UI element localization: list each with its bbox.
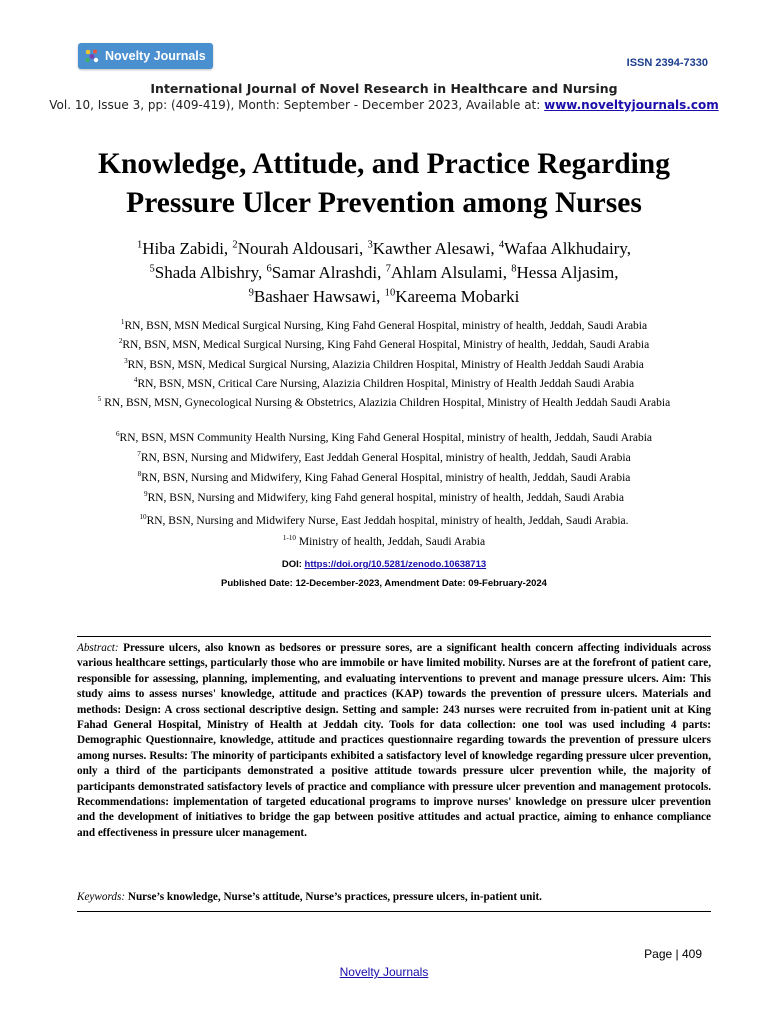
- abstract: [77, 641, 711, 841]
- affiliation: [80, 396, 688, 411]
- affiliation-number: 1-10: [282, 534, 296, 543]
- author-name: Kareema Mobarki: [395, 287, 520, 306]
- affiliation: [80, 377, 688, 392]
- abstract-top-rule: [77, 636, 711, 637]
- published-date: Published Date: 12-December-2023, Amendment Date: 09-February-2024: [221, 578, 547, 589]
- affiliation: [80, 471, 688, 486]
- volume-line: [0, 98, 768, 112]
- author-number: 8: [511, 263, 517, 275]
- journal-logo: [78, 43, 213, 69]
- affiliation-number: 9: [144, 490, 148, 499]
- title-line-2: Pressure Ulcer Prevention among Nurses: [126, 187, 642, 219]
- affiliation-text: RN, BSN, Nursing and Midwifery, king Fahd general hospital, ministry of health, Jeddah, Saudi Arabia: [147, 492, 624, 504]
- abstract-label: Abstract:: [77, 642, 119, 654]
- affiliation-text: RN, BSN, MSN, Medical Surgical Nursing, Alazizia Children Hospital, Ministry of Health Jeddah Saudi Arabia: [127, 359, 644, 371]
- authors-line-2: $^5$Shada Albishry, $^6$Samar Alrashdi, $^7$Ahlam Alsulami, $^8$Hessa Aljasim,: [149, 263, 619, 282]
- affiliation-text: RN, BSN, MSN Medical Surgical Nursing, King Fahd General Hospital, ministry of health, Jeddah, Saudi Arabia: [124, 320, 648, 332]
- authors-line-1: $^1$Hiba Zabidi, $^2$Nourah Aldousari, $^3$Kawther Alesawi, $^4$Wafaa Alkhudairy,: [136, 239, 631, 258]
- footer-journal-link[interactable]: Novelty Journals: [339, 965, 429, 979]
- affiliation-number: 3: [124, 357, 128, 366]
- author-name: Hiba Zabidi: [142, 239, 224, 258]
- affiliation-number: 5: [97, 395, 102, 404]
- volume-text: Vol. 10, Issue 3, pp: (409-419), Month: September - December 2023, Available at:: [49, 98, 545, 112]
- keywords-text: Nurse’s knowledge, Nurse’s attitude, Nurse’s practices, pressure ulcers, in-patient unit.: [125, 891, 542, 903]
- affiliation-number: 7: [137, 450, 141, 459]
- author-name: Nourah Aldousari: [237, 239, 360, 258]
- affiliation: [80, 514, 688, 529]
- affiliation-text: Ministry of health, Jeddah, Saudi Arabia: [295, 536, 486, 548]
- author-name: Kawther Alesawi: [372, 239, 491, 258]
- author-number: 3: [367, 239, 373, 251]
- page-number: Page | 409: [644, 947, 702, 961]
- authors-line-3: $^9$Bashaer Hawsawi, $^{10}$Kareema Mobarki: [248, 287, 520, 306]
- abstract-bottom-rule: [77, 911, 711, 912]
- affiliation: [80, 319, 688, 334]
- author-number: 4: [498, 239, 505, 251]
- author-number: 5: [149, 263, 155, 275]
- affiliation-text: RN, BSN, MSN, Gynecological Nursing & Obstetrics, Alazizia Children Hospital, Ministry of Health Jeddah Saudi Arabia: [101, 397, 671, 409]
- affiliation: [80, 491, 688, 506]
- doi-label: DOI:: [281, 559, 305, 570]
- doi-line: [0, 559, 768, 570]
- author-number: 7: [385, 263, 391, 275]
- affiliation: [80, 338, 688, 353]
- affiliation-number: 6: [115, 430, 120, 439]
- author-number: 10: [384, 287, 396, 299]
- abstract-text: Pressure ulcers, also known as bedsores or pressure sores, are a significant health concern affecting individuals across various healthcare settings, particularly those who are immobile or have limited mobility. Nurses are at the forefront of patient care, responsible for assessing, planning, implementing, and evaluating interventions to prevent and manage pressure ulcers. Aim: This study aims to assess nurses' knowledge, attitude and practices (KAP) towards the prevention of pressure ulcers. Materials and methods: Design: A cross sectional descriptive design. Setting and sample: 243 nurses were recruited from in-patient unit at King Fahad General Hospital, Ministry of Health at Jeddah city. Tools for data collection: one tool was used including 4 parts: Demographic Questionnaire, knowledge, attitude and practices questionnaire regarding towards the prevention of pressure ulcers among nurses. Results: The minority of participants exhibited a satisfactory level of knowledge regarding pressure ulcer prevention, only a third of the participants demonstrated a positive attitude towards pressure ulcer prevention while, the majority of participants demonstrated satisfactory levels of practice and compliance with pressure ulcer prevention and management protocols. Recommendations: implementation of targeted educational programs to improve nurses' knowledge on pressure ulcer prevention and the development of initiatives to bridge the gap between positive attitudes and actual practice, aiming to enhance compliance and effectiveness in pressure ulcer management.: [77, 642, 711, 839]
- affiliation: [80, 358, 688, 373]
- affiliation: [80, 535, 688, 550]
- paper-title: [40, 145, 728, 223]
- author-name: Shada Albishry: [154, 263, 258, 282]
- author-number: 6: [266, 263, 272, 275]
- keywords: [77, 890, 711, 905]
- authors: [40, 237, 728, 309]
- author-name: Ahlam Alsulami: [390, 263, 503, 282]
- affiliation: [80, 431, 688, 446]
- dots-logo-icon: [84, 48, 100, 64]
- issn: ISSN 2394-7330: [626, 57, 708, 69]
- author-name: Wafaa Alkhudairy: [504, 239, 627, 258]
- affiliation-number: 10: [139, 513, 147, 522]
- author-number: 1: [136, 239, 143, 251]
- affiliation-text: RN, BSN, Nursing and Midwifery, King Fahad General Hospital, ministry of health, Jeddah, Saudi Arabia: [141, 472, 631, 484]
- keywords-label: Keywords:: [77, 891, 126, 903]
- title-line-1: Knowledge, Attitude, and Practice Regarding: [98, 148, 670, 180]
- affiliation-text: RN, BSN, MSN, Medical Surgical Nursing, King Fahd General Hospital, Ministry of health, Jeddah, Saudi Arabia: [122, 339, 650, 351]
- author-name: Samar Alrashdi: [271, 263, 378, 282]
- affiliation-number: 8: [137, 470, 142, 479]
- author-name: Hessa Aljasim: [516, 263, 615, 282]
- author-name: Bashaer Hawsawi: [253, 287, 377, 306]
- affiliation-text: RN, BSN, Nursing and Midwifery Nurse, East Jeddah hospital, ministry of health, Jeddah, Saudi Arabia.: [146, 515, 629, 527]
- author-number: 2: [232, 239, 238, 251]
- affiliation-number: 1: [120, 318, 125, 327]
- affiliation-text: RN, BSN, MSN, Critical Care Nursing, Alazizia Children Hospital, Ministry of Health Jeddah Saudi Arabia: [137, 378, 635, 390]
- logo-text: Novelty Journals: [105, 49, 206, 63]
- journal-name: International Journal of Novel Research in Healthcare and Nursing: [150, 81, 618, 96]
- journal-url-link[interactable]: www.noveltyjournals.com: [544, 98, 719, 112]
- affiliation-number: 4: [133, 376, 138, 385]
- affiliation-text: RN, BSN, MSN Community Health Nursing, King Fahd General Hospital, ministry of health, Jeddah, Saudi Arabia: [119, 432, 653, 444]
- author-number: 9: [248, 287, 254, 299]
- footer: [0, 965, 768, 979]
- affiliation-number: 2: [118, 337, 123, 346]
- doi-link[interactable]: https://doi.org/10.5281/zenodo.10638713: [304, 559, 487, 570]
- affiliation-text: RN, BSN, Nursing and Midwifery, East Jeddah General Hospital, ministry of health, Jeddah, Saudi Arabia: [140, 452, 631, 464]
- affiliation: [80, 451, 688, 466]
